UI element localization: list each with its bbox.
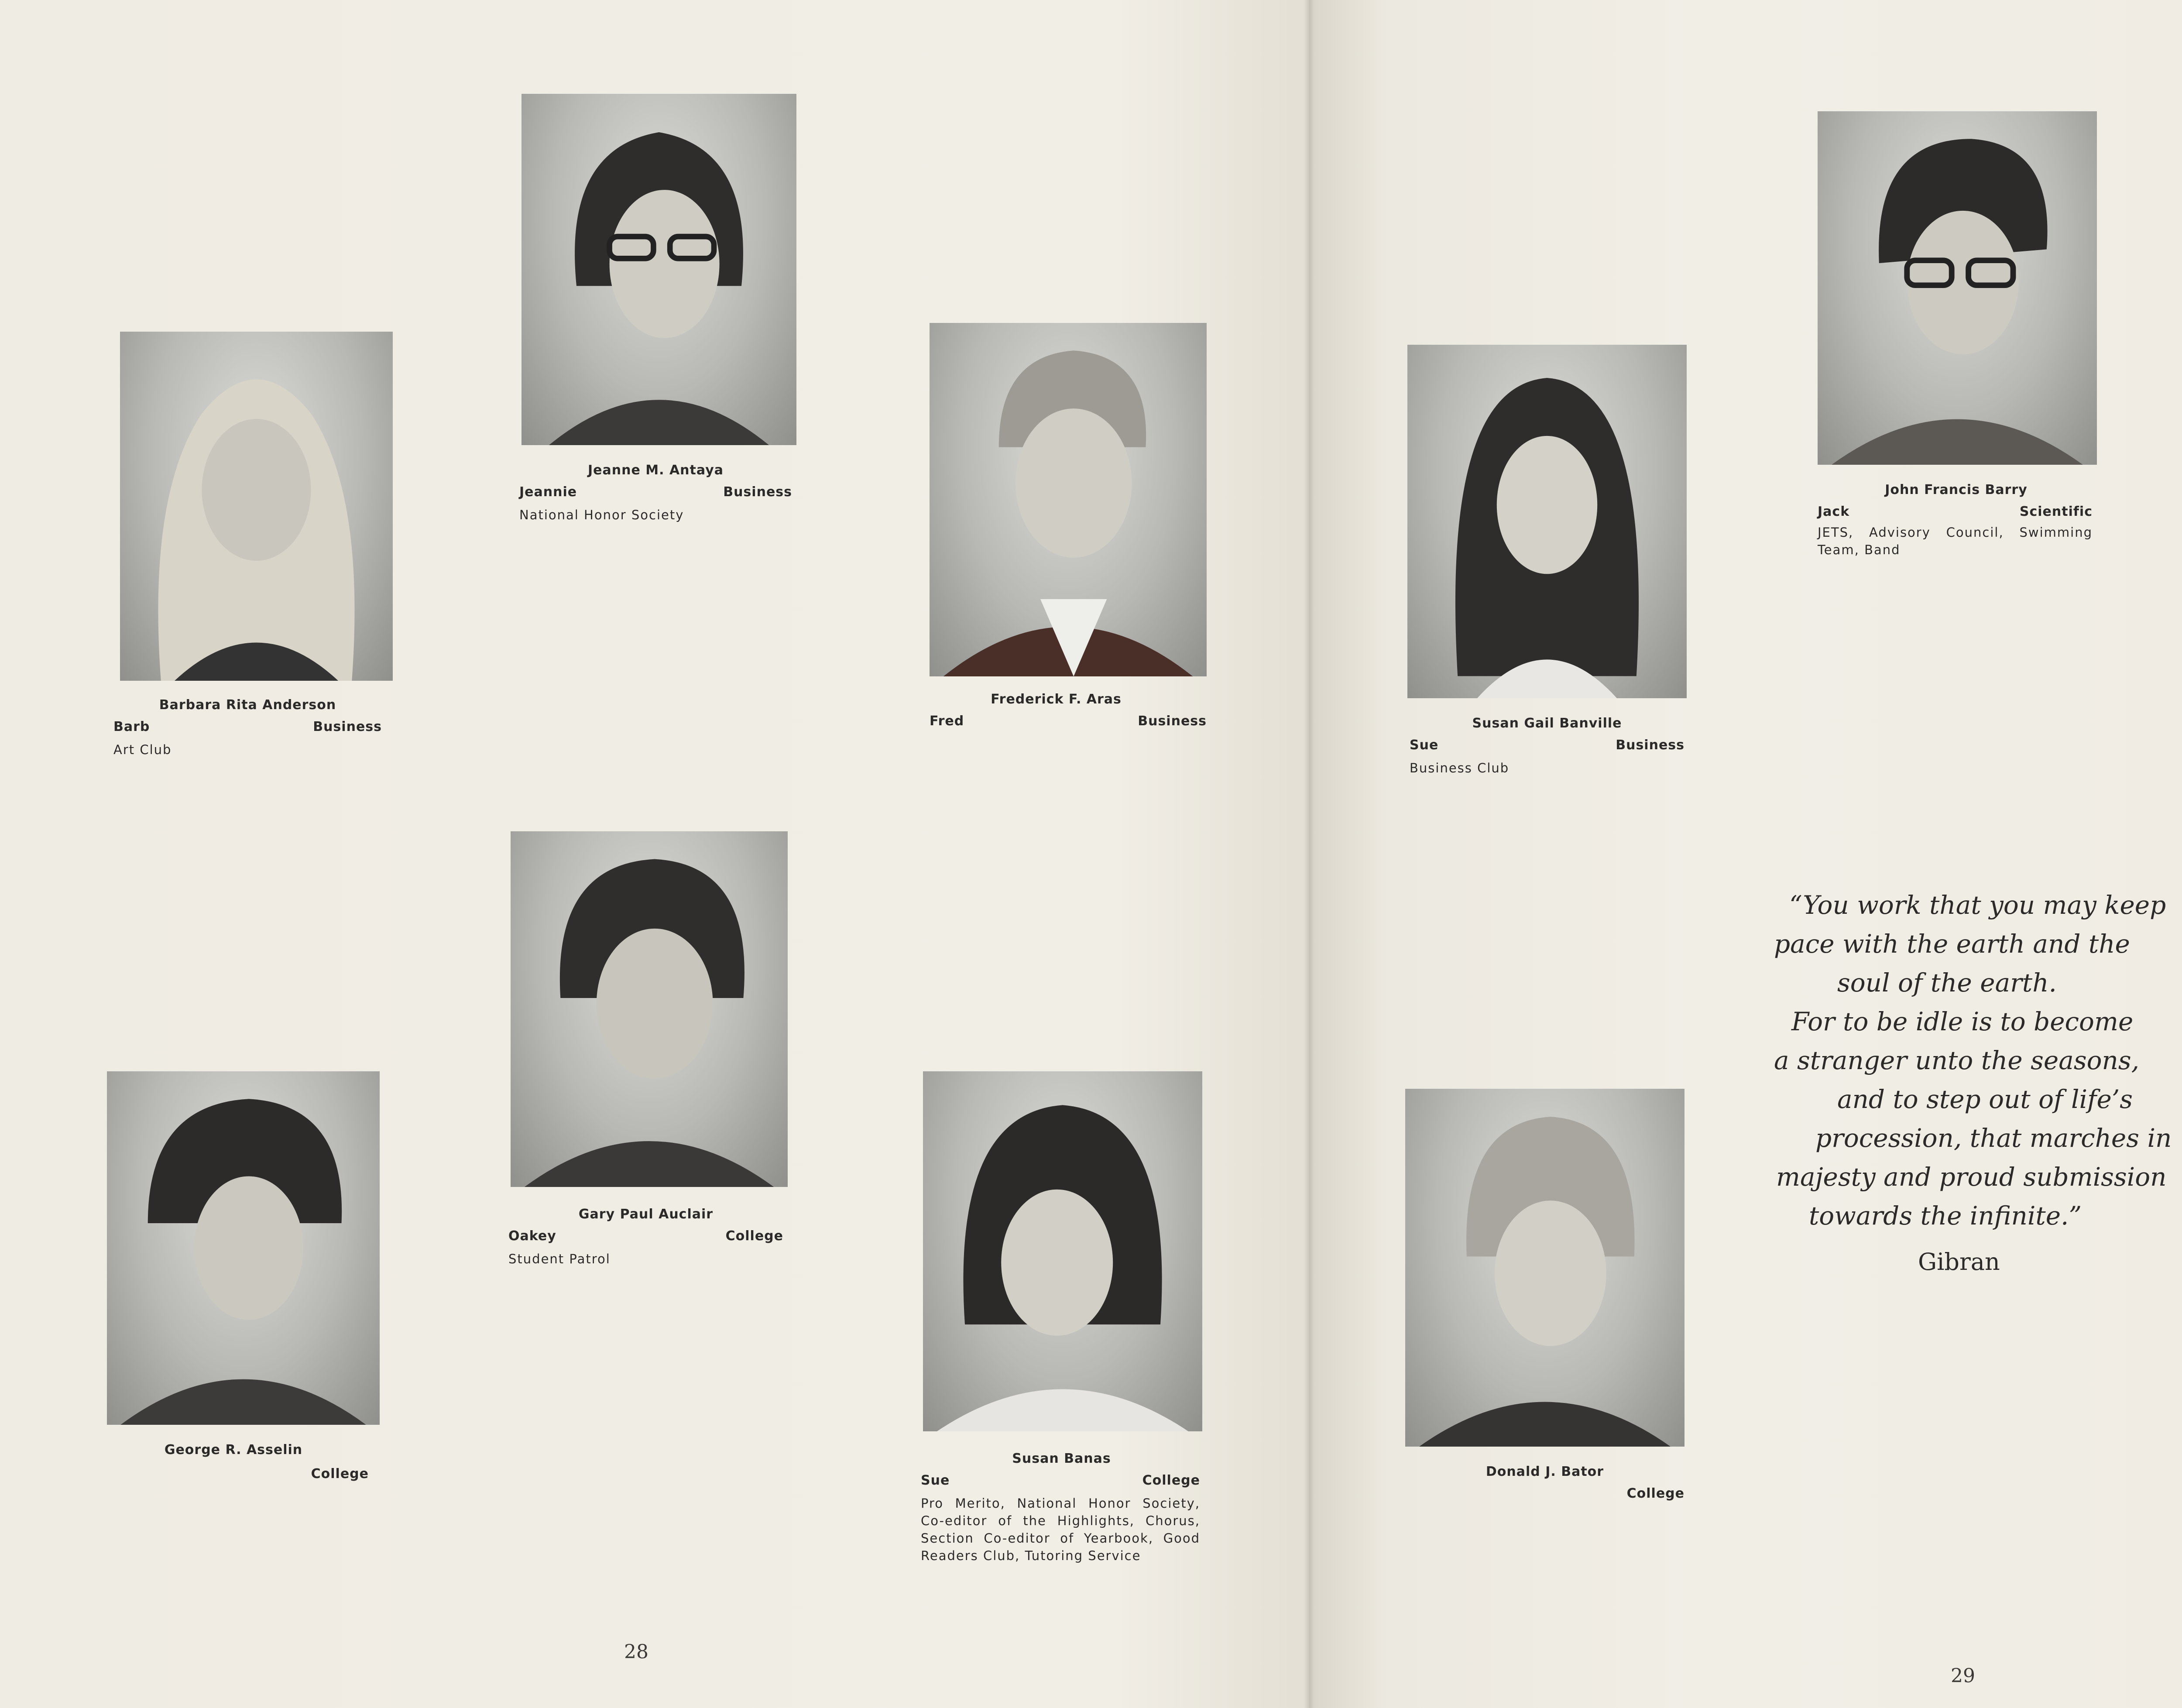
student-course: Business <box>723 484 792 500</box>
student-portrait-photo <box>930 323 1207 676</box>
student-portrait-photo <box>107 1071 380 1425</box>
student-nickname: Sue <box>921 1473 950 1488</box>
student-course: Business <box>1616 737 1685 753</box>
student-course: College <box>725 1228 783 1244</box>
quote-line: and to step out of life’s <box>1837 1084 2133 1114</box>
student-name: Jeanne M. Antaya <box>588 463 724 478</box>
student-activities: JETS, Advisory Council, Swimming Team, Band <box>1818 525 2093 557</box>
quote-line: procession, that marches in <box>1815 1123 2172 1153</box>
student-name: Barbara Rita Anderson <box>159 697 336 713</box>
quote-line: “You work that you may keep <box>1789 890 2166 920</box>
student-name: Frederick F. Aras <box>991 692 1122 707</box>
student-course: College <box>311 1466 369 1482</box>
student-name: George R. Asselin <box>164 1442 303 1458</box>
student-activities: National Honor Society <box>519 508 684 522</box>
student-course: Business <box>313 719 382 734</box>
student-portrait-photo <box>511 831 788 1187</box>
page-number-right: 29 <box>1951 1665 1975 1687</box>
student-course: Scientific <box>2019 504 2093 519</box>
quote-attribution: Gibran <box>1918 1248 2000 1276</box>
student-name: Gary Paul Auclair <box>578 1207 714 1222</box>
student-nickname: Oakey <box>508 1228 556 1244</box>
student-name: Donald J. Bator <box>1486 1464 1604 1479</box>
student-course: Business <box>1138 713 1207 729</box>
book-gutter <box>1304 0 1314 1708</box>
student-course: College <box>1626 1486 1685 1501</box>
student-nickname: Barb <box>113 719 150 734</box>
student-activities: Pro Merito, National Honor Society, Co-editor of the Highlights, Chorus, Section Co-editor of Yearbook, Good Readers Club, Tutoring Service <box>921 1496 1200 1563</box>
student-nickname: Sue <box>1410 737 1439 753</box>
page-number-left: 28 <box>624 1641 648 1663</box>
student-name: Susan Banas <box>1012 1451 1111 1466</box>
student-portrait-photo <box>1405 1089 1685 1447</box>
student-activities: Art Club <box>113 742 172 757</box>
student-activities: Student Patrol <box>508 1252 611 1266</box>
student-name: Susan Gail Banville <box>1472 716 1622 731</box>
student-name: John Francis Barry <box>1885 482 2028 497</box>
gibran-quote <box>1767 886 2172 1279</box>
student-portrait-photo <box>1407 345 1687 698</box>
student-nickname: Fred <box>930 713 964 729</box>
quote-line: pace with the earth and the <box>1774 929 2130 959</box>
student-course: College <box>1142 1473 1200 1488</box>
student-activities: Business Club <box>1410 761 1510 775</box>
student-portrait-photo <box>923 1071 1202 1431</box>
student-portrait-photo <box>521 94 796 445</box>
quote-line: towards the infinite.” <box>1809 1201 2082 1231</box>
quote-line: majesty and proud submission <box>1776 1162 2167 1192</box>
quote-line: For to be idle is to become <box>1791 1007 2134 1036</box>
quote-line: soul of the earth. <box>1837 968 2057 998</box>
student-portrait-photo <box>120 332 393 681</box>
quote-line: a stranger unto the seasons, <box>1774 1046 2140 1075</box>
student-nickname: Jeannie <box>519 484 577 500</box>
student-portrait-photo <box>1818 111 2097 465</box>
student-nickname: Jack <box>1818 504 1850 519</box>
